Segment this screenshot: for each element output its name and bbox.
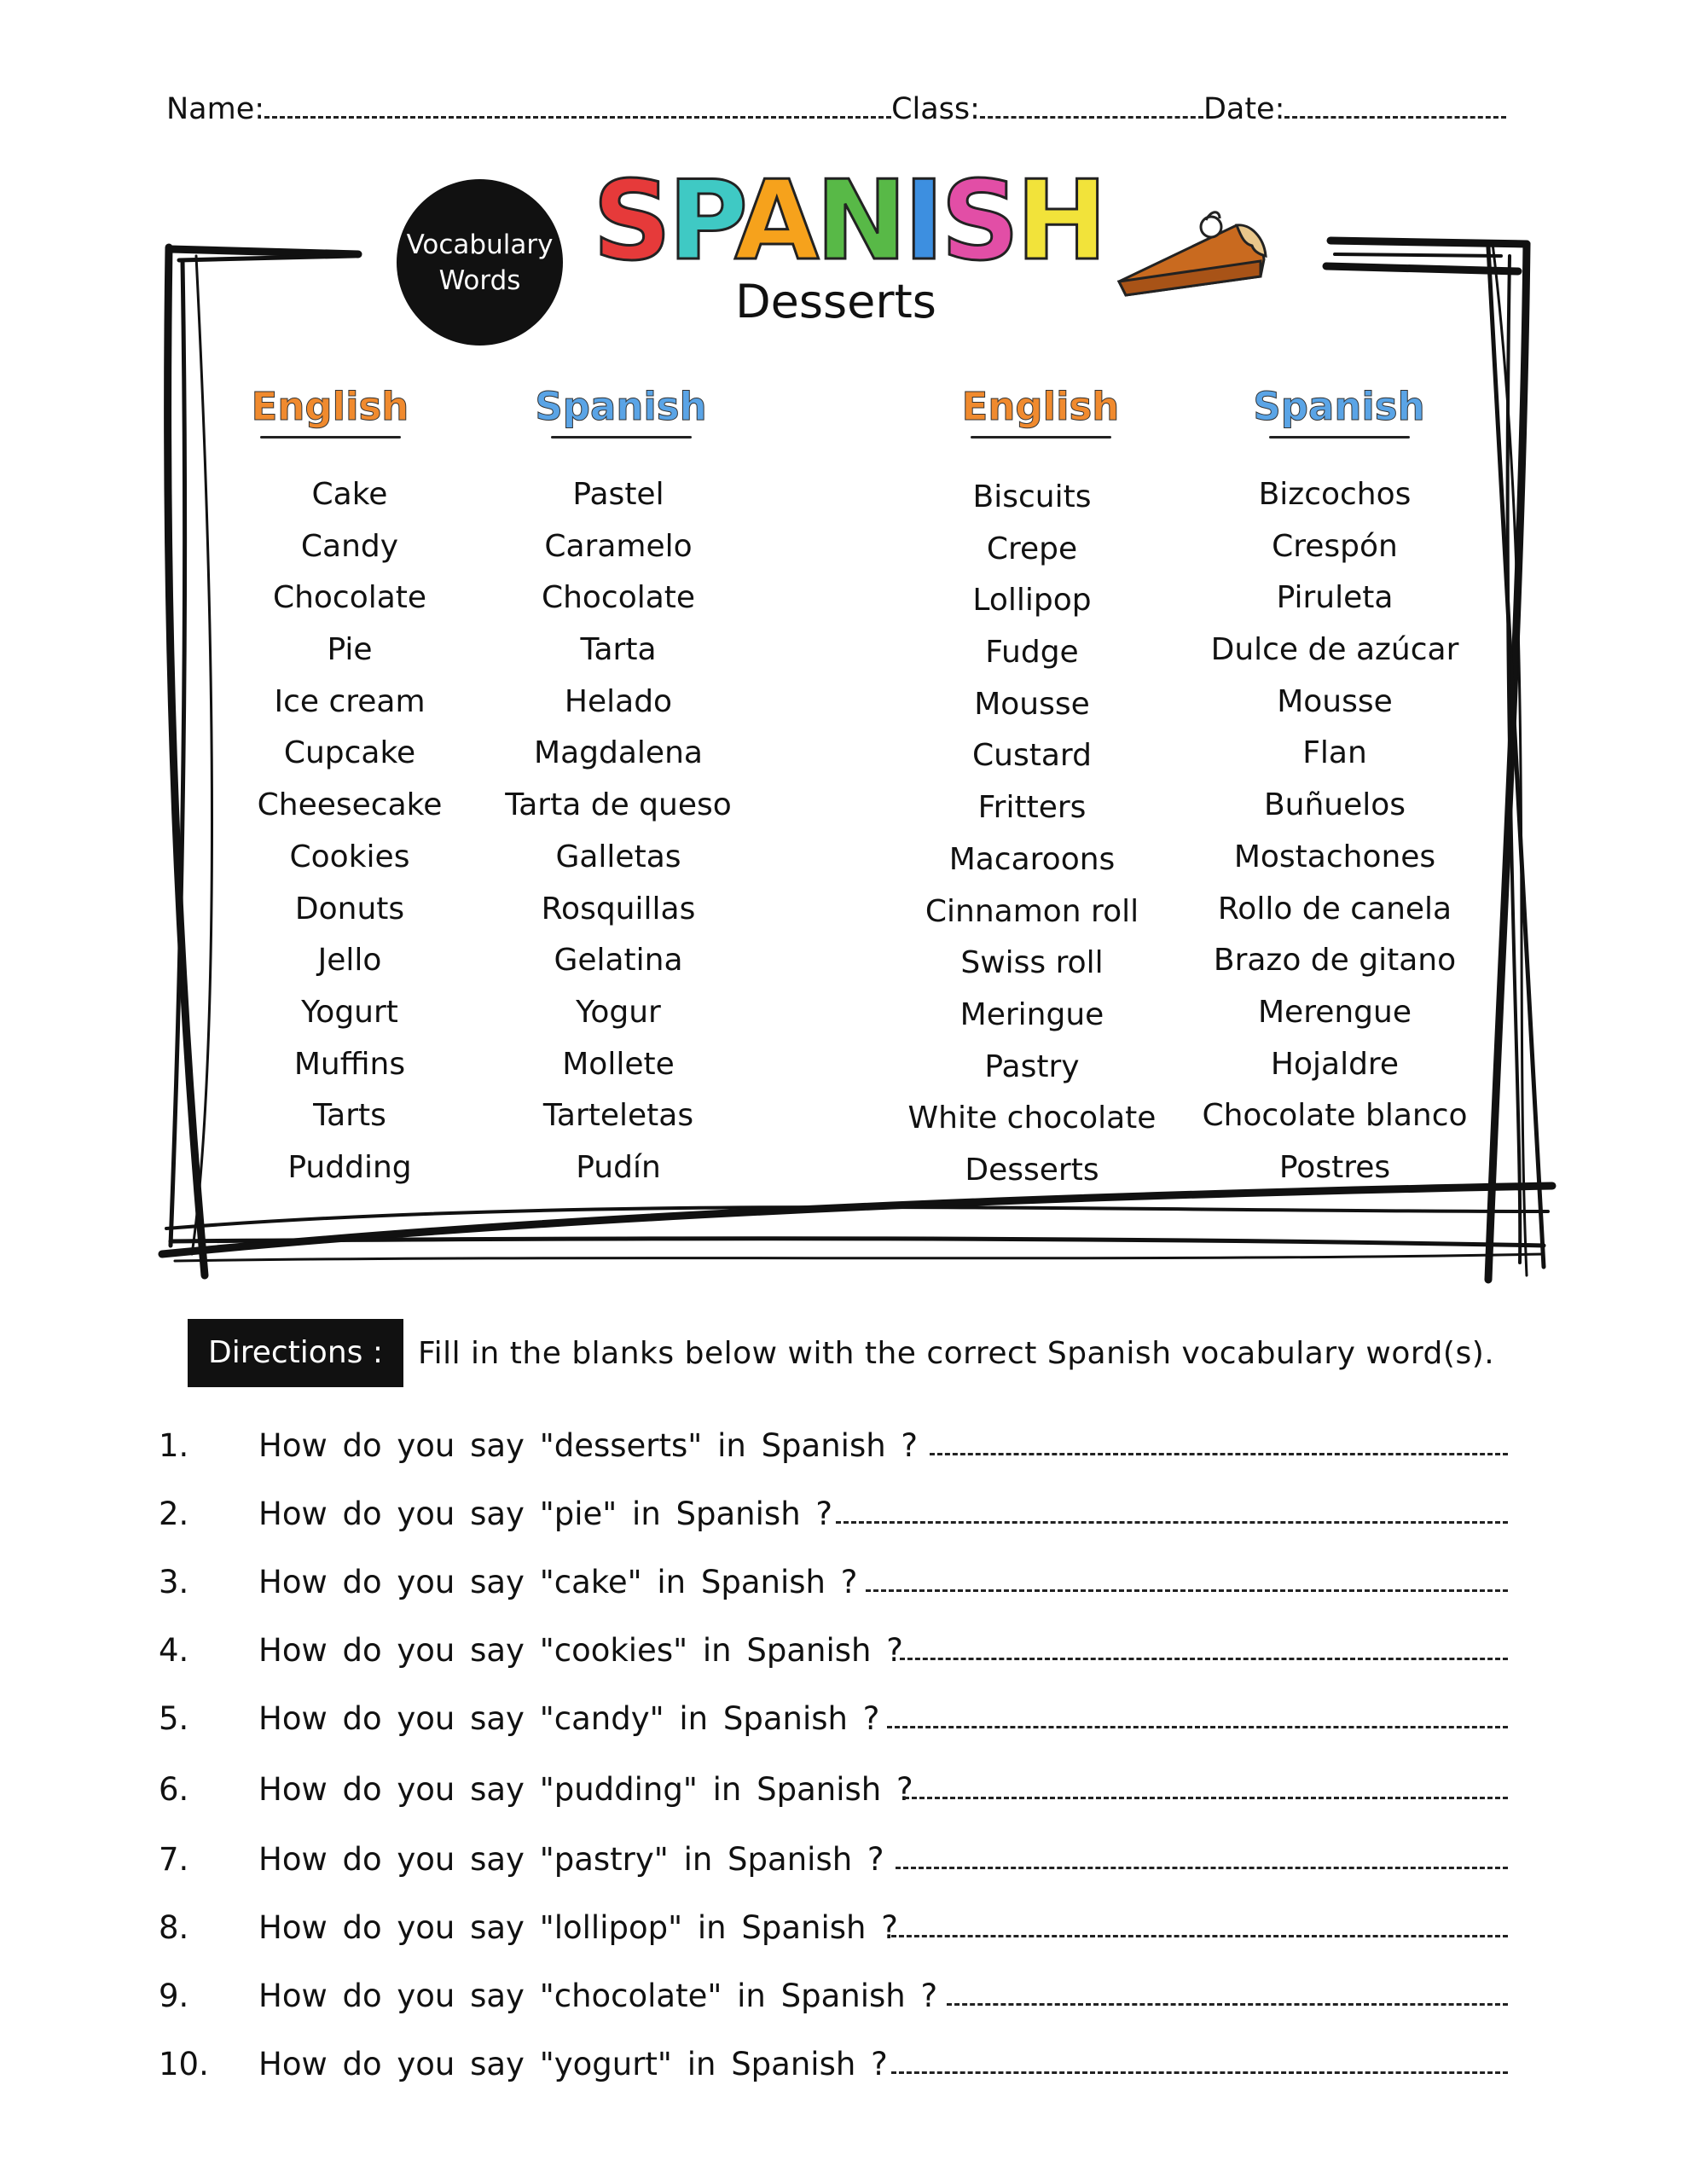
question-number: 8. (159, 1909, 189, 1946)
heading-text: English (251, 384, 409, 429)
title-letter: I (903, 158, 942, 285)
question-number: 7. (159, 1841, 189, 1878)
vocab-word: Hojaldre (1270, 1046, 1400, 1082)
badge-line-2: Words (438, 264, 521, 296)
answer-blank[interactable] (896, 1867, 1508, 1869)
vocab-word: Cheesecake (257, 787, 443, 823)
question-row (0, 1902, 1687, 1954)
directions-text: Fill in the blanks below with the correct Spanish vocabulary word(s). (418, 1336, 1495, 1371)
vocab-word: Postres (1278, 1149, 1391, 1185)
vocab-word: Crepe (986, 531, 1078, 566)
vocab-word: Biscuits (972, 479, 1092, 514)
question-text: How do you say "pie" in Spanish ? (258, 1496, 833, 1532)
title-letter: A (734, 158, 816, 285)
title-letter: N (815, 158, 904, 285)
vocab-word: Tarta de queso (505, 787, 732, 823)
answer-blank[interactable] (866, 1589, 1508, 1592)
vocab-word: Cupcake (283, 735, 416, 771)
question-text: How do you say "desserts" in Spanish ? (258, 1427, 919, 1464)
vocab-word: Mousse (1277, 683, 1393, 719)
vocab-word: Rollo de canela (1217, 891, 1452, 926)
question-number: 9. (159, 1978, 189, 2014)
heading-underline (1269, 436, 1410, 439)
vocab-word: Pastry (984, 1048, 1080, 1084)
question-row (0, 1489, 1687, 1540)
badge-line-1: Vocabulary (406, 229, 554, 260)
vocabulary-words-badge (397, 179, 563, 346)
vocab-word: Swiss roll (960, 945, 1104, 981)
class-label: Class: (891, 92, 980, 126)
vocab-word: Pudín (576, 1149, 661, 1185)
spanish-column-right (1194, 469, 1475, 1194)
vocab-word: Candy (300, 528, 399, 564)
vocab-word: Crespón (1272, 528, 1398, 564)
page-subtitle: Desserts (735, 275, 936, 328)
question-text: How do you say "chocolate" in Spanish ? (258, 1978, 938, 2014)
answer-blank[interactable] (904, 1797, 1508, 1799)
vocab-word: Chocolate (541, 580, 696, 616)
vocab-word: Magdalena (534, 735, 703, 771)
question-row (0, 1693, 1687, 1745)
vocab-word: Helado (564, 683, 673, 719)
vocab-word: Merengue (1258, 994, 1412, 1030)
title-letter: P (668, 158, 735, 285)
vocab-word: Donuts (294, 891, 405, 926)
vocab-word: Pastel (572, 477, 664, 512)
heading-text: Spanish (1253, 384, 1425, 429)
vocab-word: Buñuelos (1263, 787, 1406, 823)
vocab-word: Cinnamon roll (925, 893, 1139, 929)
question-text: How do you say "pudding" in Spanish ? (258, 1771, 913, 1808)
vocab-word: Macaroons (948, 841, 1116, 877)
question-row (0, 2039, 1687, 2090)
vocab-word: Yogurt (301, 994, 398, 1030)
english-column-left (209, 469, 490, 1194)
vocab-word: Tarts (313, 1098, 386, 1134)
vocab-word: Cookies (289, 839, 410, 874)
name-label: Name: (166, 92, 265, 126)
vocab-word: Rosquillas (541, 891, 696, 926)
question-text: How do you say "pastry" in Spanish ? (258, 1841, 884, 1878)
directions-label: Directions : (188, 1319, 403, 1387)
vocab-word: Desserts (965, 1152, 1099, 1188)
vocab-word: Tarta (580, 632, 657, 668)
heading-spanish-left (493, 384, 749, 439)
vocab-word: Pudding (287, 1149, 412, 1185)
question-text: How do you say "cake" in Spanish ? (258, 1564, 858, 1600)
pie-slice-icon (1109, 189, 1271, 305)
vocab-word: Flan (1302, 735, 1367, 771)
vocab-word: Pie (327, 632, 373, 668)
vocab-word: Gelatina (554, 943, 683, 979)
title-letter: H (1016, 158, 1104, 285)
question-row (0, 1625, 1687, 1676)
title-letter: S (941, 158, 1017, 285)
question-row (0, 1420, 1687, 1472)
vocab-word: Brazo de gitano (1213, 943, 1457, 979)
vocab-word: Caramelo (544, 528, 693, 564)
vocab-word: Custard (972, 738, 1092, 774)
vocab-word: Muffins (293, 1046, 406, 1082)
vocab-word: Lollipop (972, 583, 1092, 619)
question-number: 2. (159, 1496, 189, 1532)
answer-blank[interactable] (900, 1658, 1508, 1660)
vocab-word: Mollete (562, 1046, 675, 1082)
answer-blank[interactable] (930, 1453, 1508, 1455)
answer-blank[interactable] (887, 1726, 1508, 1728)
vocab-word: Mostachones (1233, 839, 1436, 874)
answer-blank[interactable] (836, 1521, 1508, 1524)
vocab-word: Jello (317, 943, 382, 979)
vocab-word: Bizcochos (1258, 477, 1412, 512)
title-letter: S (593, 158, 669, 285)
english-column-right (891, 472, 1173, 1197)
page-title (593, 158, 1104, 285)
vocab-word: Piruleta (1276, 580, 1394, 616)
vocab-word: Ice cream (274, 683, 426, 719)
question-number: 1. (159, 1427, 189, 1464)
vocab-word: Fritters (977, 790, 1087, 826)
vocab-word: Yogur (576, 994, 661, 1030)
question-row (0, 1764, 1687, 1815)
question-text: How do you say "cookies" in Spanish ? (258, 1632, 903, 1669)
heading-english-left (202, 384, 458, 439)
heading-text: Spanish (535, 384, 707, 429)
heading-english-right (913, 384, 1168, 439)
question-text: How do you say "lollipop" in Spanish ? (258, 1909, 898, 1946)
vocab-word: Chocolate (272, 580, 427, 616)
answer-blank[interactable] (891, 1935, 1508, 1937)
heading-text: English (961, 384, 1120, 429)
heading-underline (260, 436, 401, 439)
spanish-column-left (478, 469, 759, 1194)
vocab-word: Chocolate blanco (1202, 1098, 1468, 1134)
vocab-word: Meringue (959, 996, 1104, 1032)
vocab-word: Cake (311, 477, 388, 512)
question-text: How do you say "candy" in Spanish ? (258, 1700, 880, 1737)
answer-blank[interactable] (947, 2003, 1508, 2006)
question-number: 3. (159, 1564, 189, 1600)
vocab-word: Dulce de azúcar (1210, 632, 1459, 668)
vocab-word: White chocolate (907, 1101, 1157, 1136)
heading-spanish-right (1211, 384, 1467, 439)
question-number: 10. (159, 2046, 209, 2082)
question-row (0, 1557, 1687, 1608)
vocab-word: Galletas (555, 839, 681, 874)
date-label: Date: (1203, 92, 1285, 126)
question-number: 5. (159, 1700, 189, 1737)
vocab-word: Fudge (985, 635, 1079, 671)
question-number: 6. (159, 1771, 189, 1808)
question-row (0, 1834, 1687, 1885)
question-number: 4. (159, 1632, 189, 1669)
vocab-word: Mousse (974, 686, 1090, 722)
heading-underline (551, 436, 692, 439)
answer-blank[interactable] (891, 2071, 1508, 2074)
question-text: How do you say "yogurt" in Spanish ? (258, 2046, 888, 2082)
heading-underline (971, 436, 1111, 439)
question-row (0, 1971, 1687, 2022)
vocab-word: Tarteletas (542, 1098, 694, 1134)
